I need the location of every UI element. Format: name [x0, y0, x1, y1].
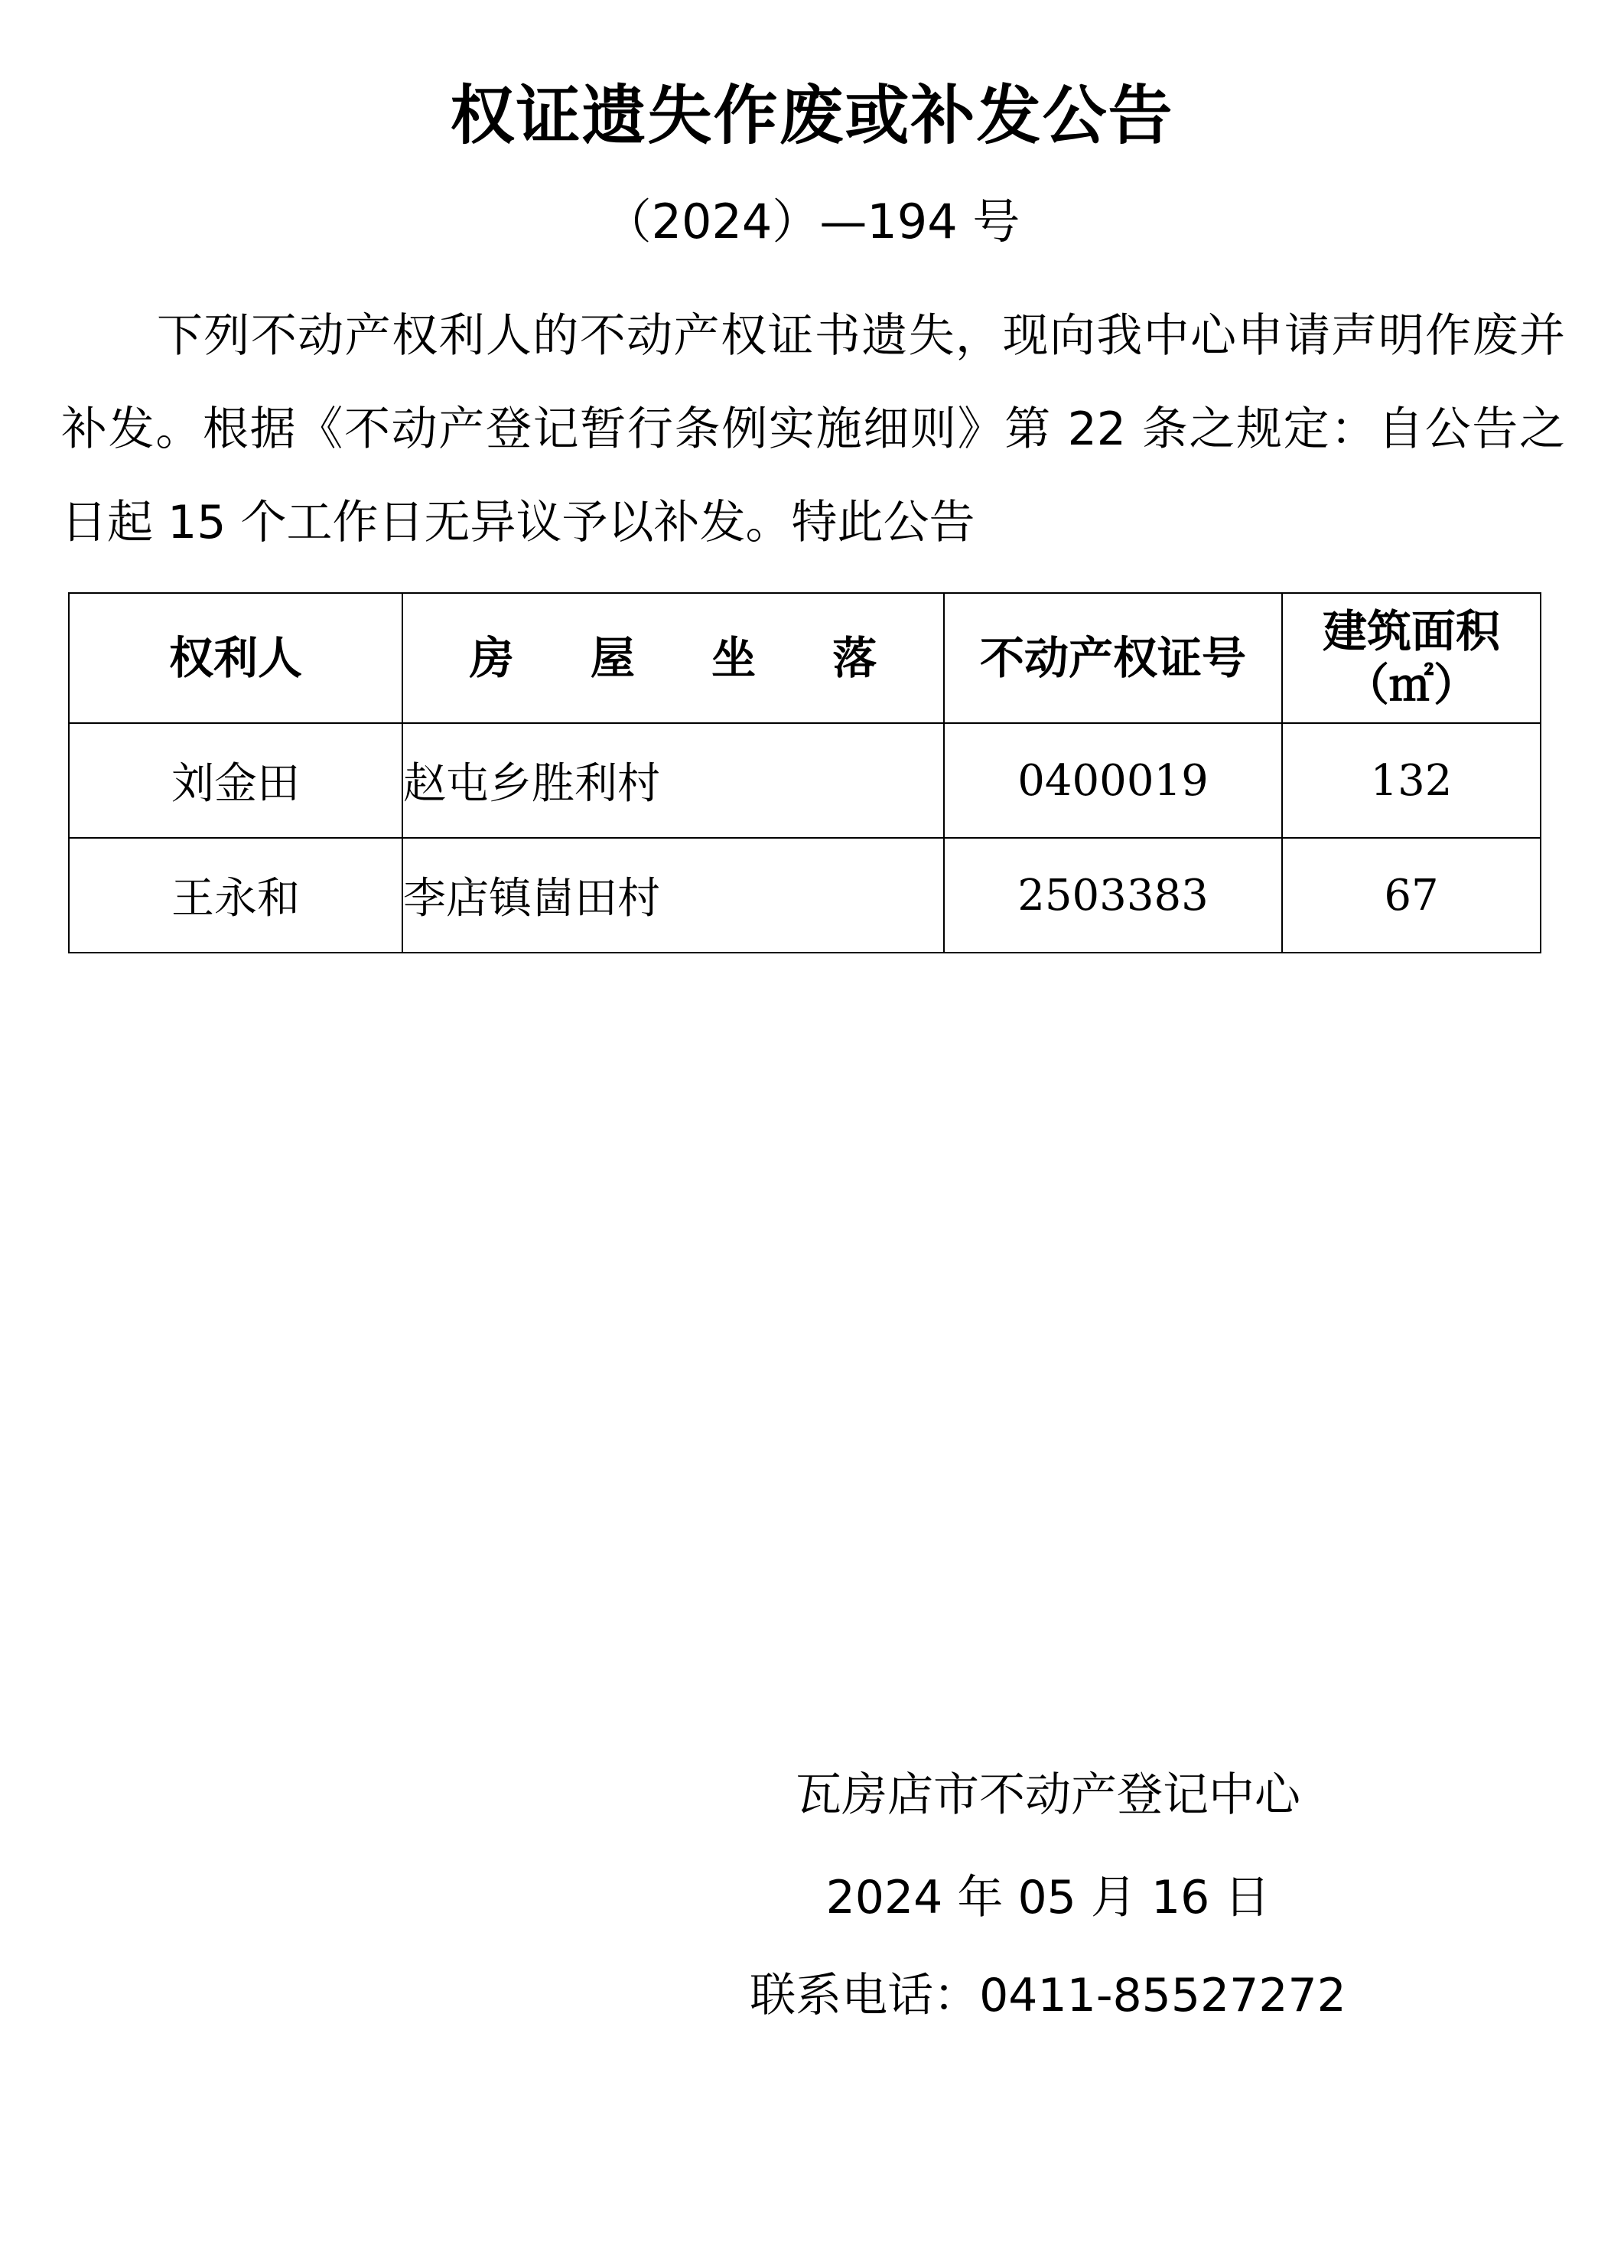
cell-address: 李店镇崮田村 — [402, 838, 944, 953]
issue-date: 2024 年 05 月 16 日 — [825, 1871, 1271, 1924]
header-address-label: 房 屋 坐 落 — [469, 632, 908, 684]
table-row — [69, 838, 1541, 953]
cell-address: 赵屯乡胜利村 — [402, 723, 944, 838]
notice-title: 权证遗失作废或补发公告 — [450, 78, 1174, 153]
cell-area: 132 — [1282, 723, 1541, 838]
issuer-name: 瓦房店市不动产登记中心 — [796, 1768, 1300, 1822]
header-area — [1282, 593, 1541, 723]
header-address — [402, 593, 944, 723]
cell-area: 67 — [1282, 838, 1541, 953]
header-cert-number: 不动产权证号 — [944, 593, 1282, 723]
cell-holder: 王永和 — [69, 838, 402, 953]
contact-phone: 联系电话：0411-85527272 — [750, 1969, 1346, 2022]
cell-holder: 刘金田 — [69, 723, 402, 838]
cell-cert-number: 0400019 — [944, 723, 1282, 838]
notice-body: 下列不动产权利人的不动产权证书遗失，现向我中心申请声明作废并补发。根据《不动产登记暂行条例实施细则》第 22 条之规定：自公告之日起 15 个工作日无异议予以补发。特此公告 — [61, 309, 1565, 549]
document-number: （2024）—194 号 — [604, 194, 1020, 249]
table-row — [69, 723, 1541, 838]
header-holder: 权利人 — [69, 593, 402, 723]
table-header-row — [69, 593, 1541, 723]
lost-certificate-table — [68, 592, 1541, 953]
header-area-label: 建筑面积 — [1322, 605, 1500, 657]
cell-cert-number: 2503383 — [944, 838, 1282, 953]
header-area-unit: （㎡） — [1344, 659, 1478, 711]
